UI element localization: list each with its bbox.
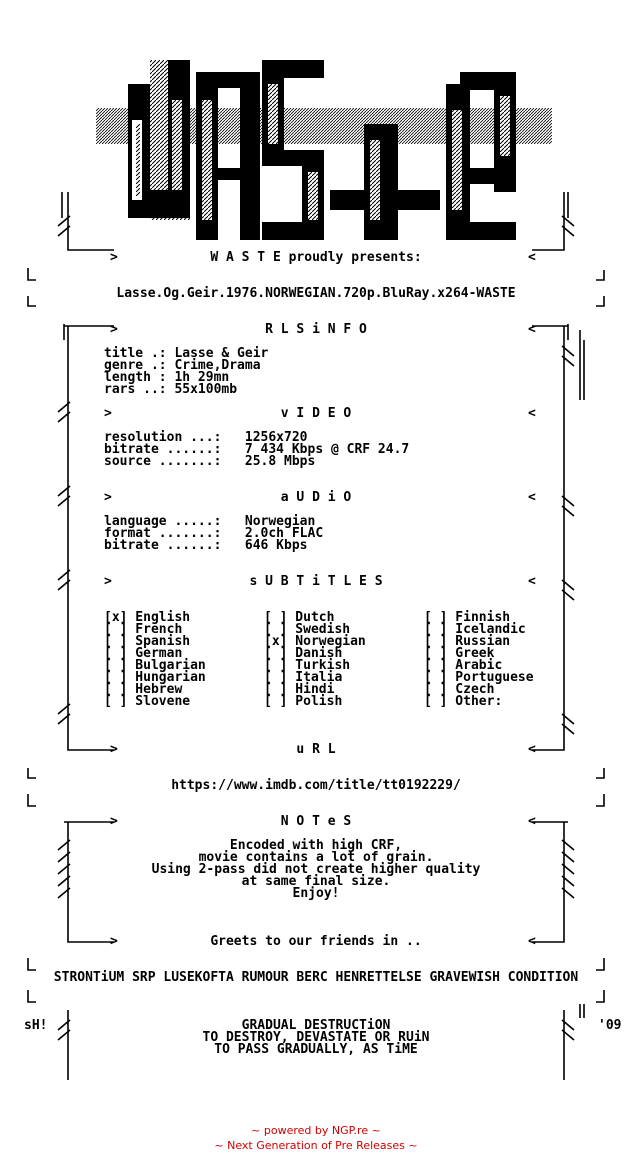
arrow-icon: > xyxy=(110,934,118,949)
footer-powered-by[interactable]: ~ powered by NGP.re ~ xyxy=(251,1124,381,1137)
year: '09 xyxy=(598,1018,622,1033)
arrow-icon: < xyxy=(528,814,536,829)
arrow-icon: < xyxy=(528,406,536,421)
section-heading-subtitles: s U B T i T L E S xyxy=(249,574,383,589)
intro-text: W A S T E proudly presents: xyxy=(210,250,422,265)
subtitle-option: [ ] Arabic xyxy=(424,658,503,673)
audio-line: bitrate ......: 646 Kbps xyxy=(104,538,308,553)
subtitle-option: [ ] Hindi xyxy=(264,682,335,697)
footer-tagline: ~ Next Generation of Pre Releases ~ xyxy=(214,1139,418,1152)
subtitle-option: [ ] Greek xyxy=(424,646,495,661)
waste-logo xyxy=(96,60,552,240)
subtitle-option: [ ] Bulgarian xyxy=(104,658,206,673)
notes-line: Enjoy! xyxy=(292,886,340,901)
closing-line: TO DESTROY, DEVASTATE OR RUiN xyxy=(202,1030,430,1045)
groups-list: STRONTiUM SRP LUSEKOFTA RUMOUR BERC HENRETTELSE GRAVEWISH CONDITION xyxy=(53,970,579,985)
closing-line: TO PASS GRADUALLY, AS TiME xyxy=(214,1042,418,1057)
arrow-icon: > xyxy=(104,574,112,589)
arrow-icon: < xyxy=(528,742,536,757)
subtitle-option: [ ] Spanish xyxy=(104,634,191,649)
audio-line: language .....: Norwegian xyxy=(104,514,316,529)
arrow-icon: < xyxy=(528,934,536,949)
arrow-icon: < xyxy=(528,574,536,589)
video-line: bitrate ......: 7 434 Kbps @ CRF 24.7 xyxy=(104,442,410,457)
subtitle-option: [ ] Swedish xyxy=(264,622,351,637)
arrow-icon: > xyxy=(110,742,118,757)
subtitle-option: [ ] Dutch xyxy=(264,610,335,625)
subtitle-option: [ ] Slovene xyxy=(104,694,191,709)
subtitle-option: [ ] Czech xyxy=(424,682,495,697)
subtitle-option: [ ] Polish xyxy=(264,694,343,709)
subtitle-option: [ ] Russian xyxy=(424,634,511,649)
subtitle-option: [x] Norwegian xyxy=(264,634,366,649)
info-line: genre .: Crime,Drama xyxy=(104,358,261,373)
arrow-icon: > xyxy=(104,406,112,421)
notes-line: Encoded with high CRF, xyxy=(229,838,403,853)
info-line: title .: Lasse & Geir xyxy=(104,346,269,361)
subtitle-option: [ ] Hebrew xyxy=(104,682,183,697)
arrow-icon: < xyxy=(528,490,536,505)
subtitle-option: [ ] Italia xyxy=(264,670,343,685)
subtitle-option: [ ] German xyxy=(104,646,183,661)
arrow-icon: > xyxy=(110,322,118,337)
info-line: rars ..: 55x100mb xyxy=(104,382,238,397)
arrow-icon: > xyxy=(104,490,112,505)
section-heading-notes: N O T e S xyxy=(280,814,352,829)
notes-line: Using 2-pass did not create higher quality xyxy=(151,862,481,877)
arrow-icon: > xyxy=(110,814,118,829)
imdb-link[interactable]: https://www.imdb.com/title/tt0192229/ xyxy=(171,778,461,793)
release-name: Lasse.Og.Geir.1976.NORWEGIAN.720p.BluRay.x264-WASTE xyxy=(116,286,516,301)
arrow-icon: > xyxy=(110,250,118,265)
video-line: source .......: 25.8 Mbps xyxy=(104,454,316,469)
subtitle-option: [ ] Danish xyxy=(264,646,343,661)
subtitle-option: [x] English xyxy=(104,610,191,625)
subtitle-option: [ ] Turkish xyxy=(264,658,351,673)
audio-line: format .......: 2.0ch FLAC xyxy=(104,526,324,541)
notes-line: at same final size. xyxy=(241,874,391,889)
video-line: resolution ...: 1256x720 xyxy=(104,430,308,445)
section-heading-audio: a U D i O xyxy=(280,490,352,505)
subtitle-option: [ ] Icelandic xyxy=(424,622,526,637)
arrow-icon: < xyxy=(528,250,536,265)
subtitle-option: [ ] Finnish xyxy=(424,610,511,625)
subtitle-option: [ ] Other: xyxy=(424,694,503,709)
closing-line: GRADUAL DESTRUCTiON xyxy=(241,1018,391,1033)
subtitle-option: [ ] Hungarian xyxy=(104,670,206,685)
info-line: length : 1h 29mn xyxy=(104,370,230,385)
section-heading-rlsinfo: R L S i N F O xyxy=(265,322,367,337)
arrow-icon: < xyxy=(528,322,536,337)
subtitle-option: [ ] Portuguese xyxy=(424,670,534,685)
signature: sH! xyxy=(24,1018,48,1033)
section-heading-video: v I D E O xyxy=(280,406,352,421)
notes-line: movie contains a lot of grain. xyxy=(198,850,434,865)
section-heading-url: u R L xyxy=(296,742,336,757)
section-heading-greets: Greets to our friends in .. xyxy=(210,934,422,949)
subtitle-option: [ ] French xyxy=(104,622,183,637)
